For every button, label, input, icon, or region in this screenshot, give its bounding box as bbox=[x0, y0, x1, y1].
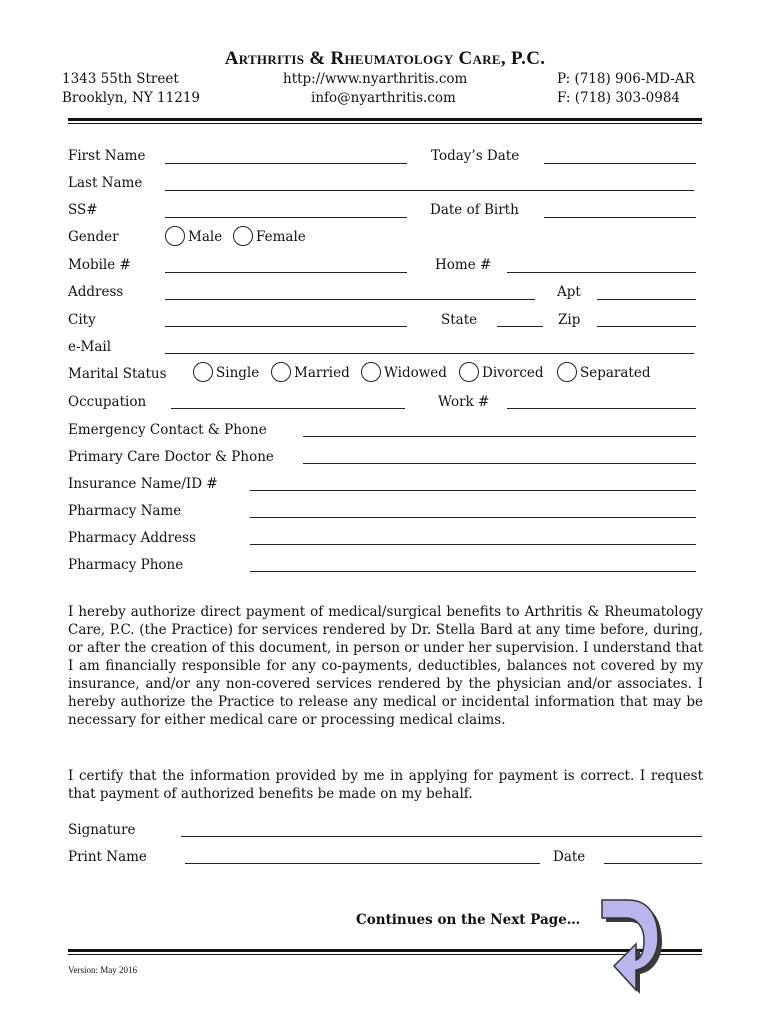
mobile-field[interactable] bbox=[165, 272, 407, 273]
pharmacy-name-field[interactable] bbox=[250, 517, 696, 518]
print-name-field[interactable] bbox=[185, 863, 540, 864]
ssn-label: SS# bbox=[68, 202, 98, 218]
email-field[interactable] bbox=[165, 353, 694, 354]
ssn-field[interactable] bbox=[165, 217, 407, 218]
marital-status-label: Marital Status bbox=[68, 366, 167, 382]
signature-label: Signature bbox=[68, 822, 136, 838]
print-name-label: Print Name bbox=[68, 849, 147, 865]
website-link[interactable]: http://www.nyarthritis.com bbox=[283, 71, 468, 87]
radio-button[interactable] bbox=[557, 362, 577, 382]
address-line2: Brooklyn, NY 11219 bbox=[62, 90, 200, 106]
occupation-field[interactable] bbox=[171, 408, 405, 409]
home-label: Home # bbox=[435, 257, 492, 273]
marital-widowed-label: Widowed bbox=[384, 365, 447, 381]
last-name-label: Last Name bbox=[68, 175, 143, 191]
city-field[interactable] bbox=[165, 326, 407, 327]
pharmacy-phone-field[interactable] bbox=[250, 571, 696, 572]
pharmacy-address-field[interactable] bbox=[250, 544, 696, 545]
todays-date-field[interactable] bbox=[544, 163, 696, 164]
curved-arrow-icon bbox=[588, 890, 668, 1002]
dob-field[interactable] bbox=[544, 217, 696, 218]
insurance-label: Insurance Name/ID # bbox=[68, 476, 218, 492]
version-text: Version: May 2016 bbox=[68, 965, 137, 975]
continues-text: Continues on the Next Page… bbox=[356, 912, 581, 928]
emergency-contact-field[interactable] bbox=[303, 436, 696, 437]
gender-male-label: Male bbox=[188, 229, 223, 245]
marital-option-widowed[interactable] bbox=[361, 362, 447, 382]
gender-female-label: Female bbox=[256, 229, 306, 245]
certification-paragraph: I certify that the information provided by me in applying for payment is correct. I request that payment of authorized benefits be made on my behalf. bbox=[68, 768, 703, 802]
radio-button[interactable] bbox=[459, 362, 479, 382]
address-line1: 1343 55th Street bbox=[62, 71, 179, 87]
insurance-field[interactable] bbox=[250, 490, 696, 491]
radio-button[interactable] bbox=[361, 362, 381, 382]
radio-button[interactable] bbox=[165, 226, 185, 246]
marital-option-single[interactable] bbox=[193, 362, 259, 382]
phone-number: P: (718) 906-MD-AR bbox=[557, 71, 695, 87]
first-name-field[interactable] bbox=[165, 163, 407, 164]
marital-option-divorced[interactable] bbox=[459, 362, 544, 382]
address-label: Address bbox=[68, 284, 124, 300]
dob-label: Date of Birth bbox=[430, 202, 519, 218]
zip-label: Zip bbox=[558, 312, 581, 328]
state-field[interactable] bbox=[497, 326, 543, 327]
state-label: State bbox=[441, 312, 478, 328]
first-name-label: First Name bbox=[68, 148, 146, 164]
work-label: Work # bbox=[438, 394, 490, 410]
home-field[interactable] bbox=[507, 272, 696, 273]
authorization-paragraph: I hereby authorize direct payment of medical/surgical benefits to Arthritis & Rheumatology Care, P.C. (the Practice) for services rendered by Dr. Stella Bard at any time before, during, or after the creation of this document, in person or under her supervision. I understand that I am financially responsible for any co-payments, deductibles, balances not covered by my insurance, and/or any non-covered services rendered by the physician and/or associates. I hereby authorize the Practice to release any medical or incidental information that may be necessary for either medical care or processing medical claims. bbox=[68, 604, 703, 728]
date-field[interactable] bbox=[604, 863, 702, 864]
gender-option-female[interactable] bbox=[233, 226, 306, 246]
practice-title: Arthritis & Rheumatology Care, P.C. bbox=[224, 48, 546, 69]
apt-field[interactable] bbox=[597, 299, 696, 300]
todays-date-label: Today’s Date bbox=[431, 148, 520, 164]
zip-field[interactable] bbox=[597, 326, 696, 327]
city-label: City bbox=[68, 312, 96, 328]
pharmacy-name-label: Pharmacy Name bbox=[68, 503, 182, 519]
marital-married-label: Married bbox=[294, 365, 350, 381]
marital-single-label: Single bbox=[216, 365, 260, 381]
email-link[interactable]: info@nyarthritis.com bbox=[311, 90, 456, 106]
address-field[interactable] bbox=[165, 299, 535, 300]
marital-option-separated[interactable] bbox=[557, 362, 651, 382]
pharmacy-phone-label: Pharmacy Phone bbox=[68, 557, 184, 573]
pharmacy-address-label: Pharmacy Address bbox=[68, 530, 196, 546]
radio-button[interactable] bbox=[271, 362, 291, 382]
date-label: Date bbox=[553, 849, 586, 865]
mobile-label: Mobile # bbox=[68, 257, 131, 273]
gender-label: Gender bbox=[68, 229, 119, 245]
emergency-contact-label: Emergency Contact & Phone bbox=[68, 422, 267, 438]
signature-field[interactable] bbox=[181, 836, 702, 837]
email-label: e-Mail bbox=[68, 339, 112, 355]
radio-button[interactable] bbox=[233, 226, 253, 246]
header-divider-thick bbox=[68, 118, 702, 121]
fax-number: F: (718) 303-0984 bbox=[557, 90, 681, 106]
apt-label: Apt bbox=[557, 284, 581, 300]
last-name-field[interactable] bbox=[165, 190, 694, 191]
primary-care-field[interactable] bbox=[303, 463, 696, 464]
header-divider-thin bbox=[68, 123, 702, 124]
work-field[interactable] bbox=[507, 408, 696, 409]
marital-divorced-label: Divorced bbox=[482, 365, 544, 381]
occupation-label: Occupation bbox=[68, 394, 147, 410]
gender-option-male[interactable] bbox=[165, 226, 222, 246]
radio-button[interactable] bbox=[193, 362, 213, 382]
marital-separated-label: Separated bbox=[580, 365, 651, 381]
marital-option-married[interactable] bbox=[271, 362, 350, 382]
primary-care-label: Primary Care Doctor & Phone bbox=[68, 449, 274, 465]
